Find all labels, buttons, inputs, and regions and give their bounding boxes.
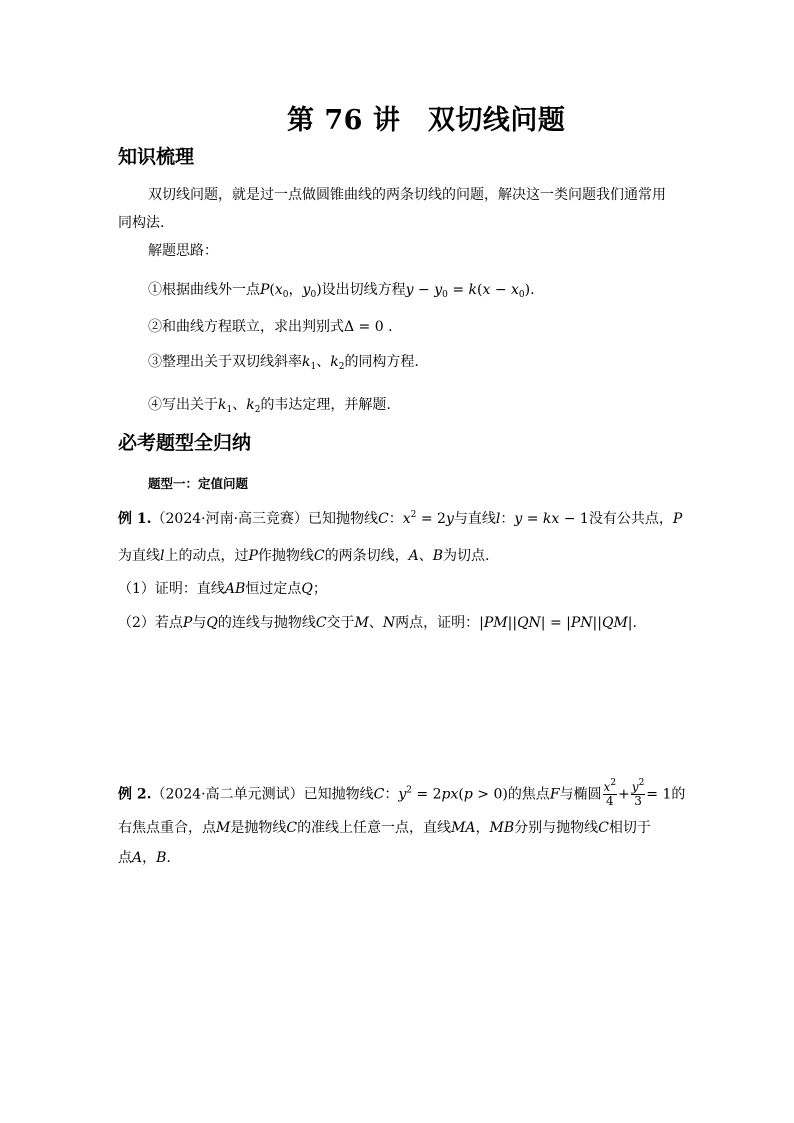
section-heading-types: 必考题型全归纳 bbox=[118, 432, 252, 454]
intro-line-2: 同构法. bbox=[118, 215, 165, 231]
point-p-formula: P bbox=[260, 282, 270, 298]
example-1-line-2: 为直线l上的动点，过P作抛物线C的两条切线，A、B为切点. bbox=[118, 548, 490, 564]
step-3-text-b: 的同构方程. bbox=[344, 354, 419, 370]
example-1-label: 例 1 bbox=[118, 511, 147, 527]
example-1-line-1: 例 1.（2024·河南·高三竞赛）已知抛物线C：$x^2 = 2y$与直线l：y = kx − 1没有公共点，P bbox=[118, 510, 683, 527]
type-1-heading: 题型一：定值问题 bbox=[148, 476, 249, 491]
example-1-question-2: （2）若点P与Q的连线与抛物线C交于M、N两点，证明：|PM||QN| = |PN||QM|. bbox=[118, 615, 637, 631]
fraction-x2-over-4: $\frac{x^2}{4}$ bbox=[603, 778, 617, 808]
approach-label: 解题思路： bbox=[148, 243, 218, 259]
example-2-line-1: 例 2.（2024·高二单元测试）已知抛物线C：$y^2 = 2px(p > 0)$的焦点F与椭圆 $\frac{x^2}{4}$ + $\frac{y^2}{3}$ = 1的 bbox=[118, 778, 686, 808]
step-3-text-a: ③整理出关于双切线斜率 bbox=[148, 354, 302, 370]
step-4-text-b: 的韦达定理，并解题. bbox=[260, 397, 391, 413]
intro-line-1: 双切线问题，就是过一点做圆锥曲线的两条切线的问题，解决这一类问题我们通常用 bbox=[148, 187, 666, 203]
step-1-text-b: 设出切线方程 bbox=[321, 282, 406, 298]
page-title: 第 76 讲 双切线问题 bbox=[287, 105, 566, 136]
step-3: ③整理出关于双切线斜率$k_1$、$k_2$的同构方程. bbox=[148, 354, 419, 372]
example-2-label: 例 2 bbox=[118, 786, 147, 803]
step-4-text-a: ④写出关于 bbox=[148, 397, 218, 413]
example-2-line-2: 右焦点重合，点M是抛物线C的准线上任意一点，直线MA，MB分别与抛物线C相切于 bbox=[118, 820, 651, 836]
example-2-line-3: 点A，B. bbox=[118, 850, 171, 866]
step-2: ②和曲线方程联立，求出判别式Δ = 0 . bbox=[148, 319, 393, 335]
step-1: ①根据曲线外一点$P(x_0$，$y_0$)设出切线方程$y - y_0 = k(x - x_0)$. bbox=[148, 282, 535, 300]
section-heading-knowledge: 知识梳理 bbox=[118, 146, 195, 168]
step-1-text-a: ①根据曲线外一点 bbox=[148, 282, 260, 298]
example-1-question-1: （1）证明：直线AB恒过定点Q； bbox=[118, 581, 327, 597]
fraction-y2-over-3: $\frac{y^2}{3}$ bbox=[631, 778, 645, 808]
step-4: ④写出关于$k_1$、$k_2$的韦达定理，并解题. bbox=[148, 397, 391, 415]
step-2-text: ②和曲线方程联立，求出判别式 bbox=[148, 319, 344, 335]
